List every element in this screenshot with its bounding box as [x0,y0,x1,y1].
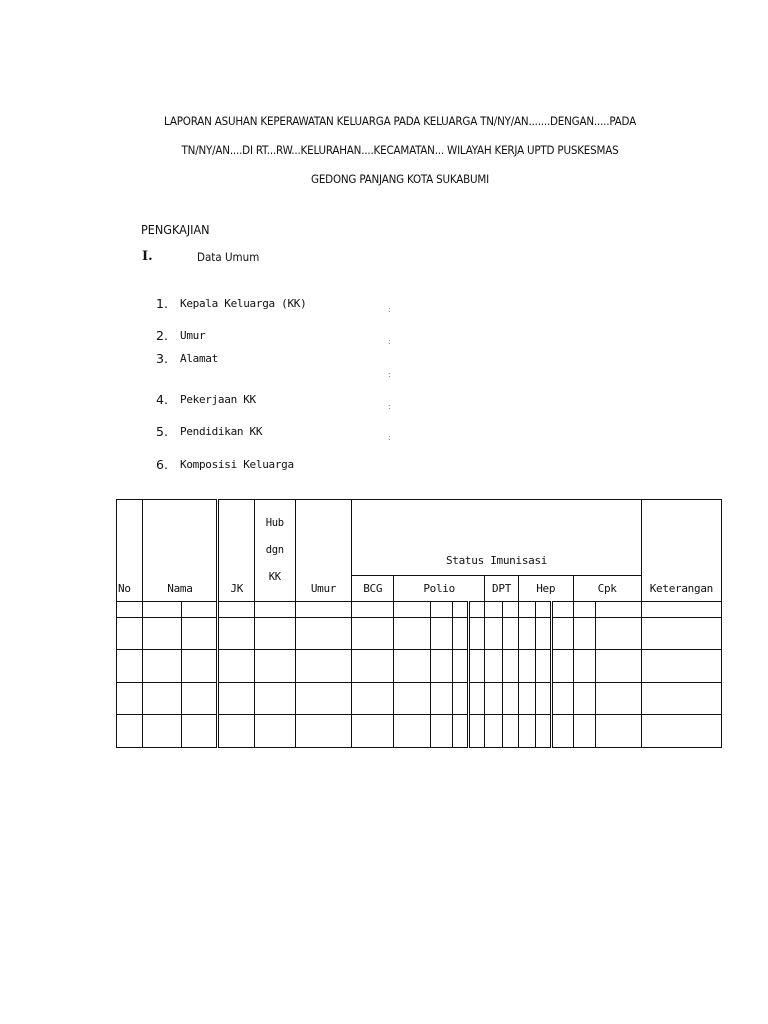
table-cell[interactable] [502,683,518,715]
table-cell[interactable] [352,650,394,683]
table-cell[interactable] [255,683,296,715]
item-number: 5. [156,424,168,439]
table-cell[interactable] [552,602,573,618]
table-cell[interactable] [143,683,182,715]
item-label: Umur [180,329,206,342]
table-row [117,650,722,683]
table-cell[interactable] [181,683,218,715]
item-number: 4. [156,392,168,407]
table-row [117,602,722,618]
table-cell[interactable] [595,618,641,650]
document-title-line-2: TN/NY/AN....DI RT...RW...KELURAHAN....KECAMATAN... WILAYAH KERJA UPTD PUSKESMAS [181,143,619,157]
header-keterangan: Keterangan [641,500,721,602]
header-polio: Polio [393,576,484,602]
table-cell[interactable] [469,683,485,715]
table-row [117,683,722,715]
table-cell[interactable] [295,683,352,715]
table-cell[interactable] [181,715,218,748]
header-status-imunisasi: Status Imunisasi [352,500,641,576]
item-label: Pekerjaan KK [180,393,256,406]
table-cell[interactable] [295,618,352,650]
table-cell[interactable] [518,618,535,650]
item-colon: : [388,305,391,314]
section-subtitle: Data Umum [197,250,260,264]
document-title-line-3: GEDONG PANJANG KOTA SUKABUMI [311,172,489,186]
header-umur: Umur [295,500,352,602]
table-cell[interactable] [485,602,502,618]
table-cell[interactable] [469,715,485,748]
item-colon: : [388,337,391,346]
table-cell[interactable] [536,683,552,715]
table-cell[interactable] [295,715,352,748]
item-number: 3. [156,351,168,366]
table-row [117,618,722,650]
table-cell[interactable] [352,683,394,715]
item-label: Kepala Keluarga (KK) [180,297,307,310]
table-cell[interactable] [469,602,485,618]
table-cell[interactable] [117,683,143,715]
table-cell[interactable] [485,683,502,715]
table-cell[interactable] [430,602,452,618]
table-cell[interactable] [181,618,218,650]
table-cell[interactable] [430,650,452,683]
table-cell[interactable] [641,715,721,748]
table-cell[interactable] [181,650,218,683]
table-cell[interactable] [393,683,430,715]
table-cell[interactable] [452,715,468,748]
table-cell[interactable] [218,650,255,683]
table-cell[interactable] [641,602,721,618]
table-cell[interactable] [485,650,502,683]
table-cell[interactable] [641,683,721,715]
table-cell[interactable] [117,650,143,683]
table-cell[interactable] [452,602,468,618]
table-cell[interactable] [595,602,641,618]
table-cell[interactable] [352,602,394,618]
table-cell[interactable] [295,602,352,618]
family-composition-table [116,499,722,748]
section-title: PENGKAJIAN [141,222,210,237]
header-hub-line-3: KK [268,571,281,583]
table-cell[interactable] [552,715,573,748]
table-cell[interactable] [452,650,468,683]
table-cell[interactable] [393,602,430,618]
table-cell[interactable] [255,618,296,650]
table-cell[interactable] [143,602,182,618]
table-cell[interactable] [117,602,143,618]
table-row [117,715,722,748]
table-cell[interactable] [352,618,394,650]
table-cell[interactable] [552,650,573,683]
table-cell[interactable] [641,618,721,650]
table-cell[interactable] [218,618,255,650]
item-label: Alamat [180,352,218,365]
header-no: No [117,500,143,602]
table-cell[interactable] [218,683,255,715]
table-cell[interactable] [452,618,468,650]
table-cell[interactable] [518,683,535,715]
header-dpt: DPT [485,576,518,602]
table-cell[interactable] [218,602,255,618]
table-cell[interactable] [595,715,641,748]
table-cell[interactable] [181,602,218,618]
table-cell[interactable] [352,715,394,748]
header-hub-line-1: Hub [265,517,284,529]
table-cell[interactable] [255,715,296,748]
table-cell[interactable] [595,683,641,715]
table-cell[interactable] [595,650,641,683]
item-colon: : [388,402,391,411]
header-hep: Hep [518,576,573,602]
table-cell[interactable] [502,650,518,683]
table-header-row-1 [117,500,722,576]
table-cell[interactable] [518,650,535,683]
header-nama: Nama [143,500,218,602]
table-cell[interactable] [573,715,595,748]
table-cell[interactable] [393,715,430,748]
item-colon: : [388,433,391,442]
table-cell[interactable] [536,602,552,618]
table-cell[interactable] [552,683,573,715]
table-cell[interactable] [255,650,296,683]
table-cell[interactable] [536,715,552,748]
table-cell[interactable] [536,650,552,683]
table-cell[interactable] [469,618,485,650]
header-hub-dgn-kk [255,500,296,602]
table-cell[interactable] [485,618,502,650]
table-cell[interactable] [573,618,595,650]
table-cell[interactable] [430,683,452,715]
table-cell[interactable] [485,715,502,748]
table-cell[interactable] [430,715,452,748]
table-cell[interactable] [393,650,430,683]
section-roman-numeral: I. [142,249,153,264]
table-cell[interactable] [218,715,255,748]
table-cell[interactable] [502,715,518,748]
table-cell[interactable] [573,683,595,715]
table-cell[interactable] [430,618,452,650]
table-cell[interactable] [469,650,485,683]
table-cell[interactable] [502,618,518,650]
table-cell[interactable] [518,715,535,748]
table-cell[interactable] [573,650,595,683]
table-cell[interactable] [452,683,468,715]
header-jk: JK [218,500,255,602]
header-bcg: BCG [352,576,394,602]
table-cell[interactable] [143,650,182,683]
item-colon: : [388,370,391,379]
table-cell[interactable] [536,618,552,650]
item-number: 1. [156,296,168,311]
item-number: 2. [156,328,168,343]
table-cell[interactable] [143,618,182,650]
item-label: Pendidikan KK [180,425,263,438]
table-cell[interactable] [518,602,535,618]
table-cell[interactable] [255,602,296,618]
document-title-line-1: LAPORAN ASUHAN KEPERAWATAN KELUARGA PADA KELUARGA TN/NY/AN.......DENGAN.....PADA [164,114,636,128]
header-hub-line-2: dgn [265,544,284,556]
table-cell[interactable] [502,602,518,618]
table-cell[interactable] [552,618,573,650]
table-cell[interactable] [295,650,352,683]
table-cell[interactable] [393,618,430,650]
header-cpk: Cpk [573,576,641,602]
item-number: 6. [156,457,168,472]
item-label: Komposisi Keluarga [180,458,294,471]
table-cell[interactable] [641,650,721,683]
table-cell[interactable] [573,602,595,618]
table-cell[interactable] [117,715,143,748]
table-cell[interactable] [117,618,143,650]
table-cell[interactable] [143,715,182,748]
